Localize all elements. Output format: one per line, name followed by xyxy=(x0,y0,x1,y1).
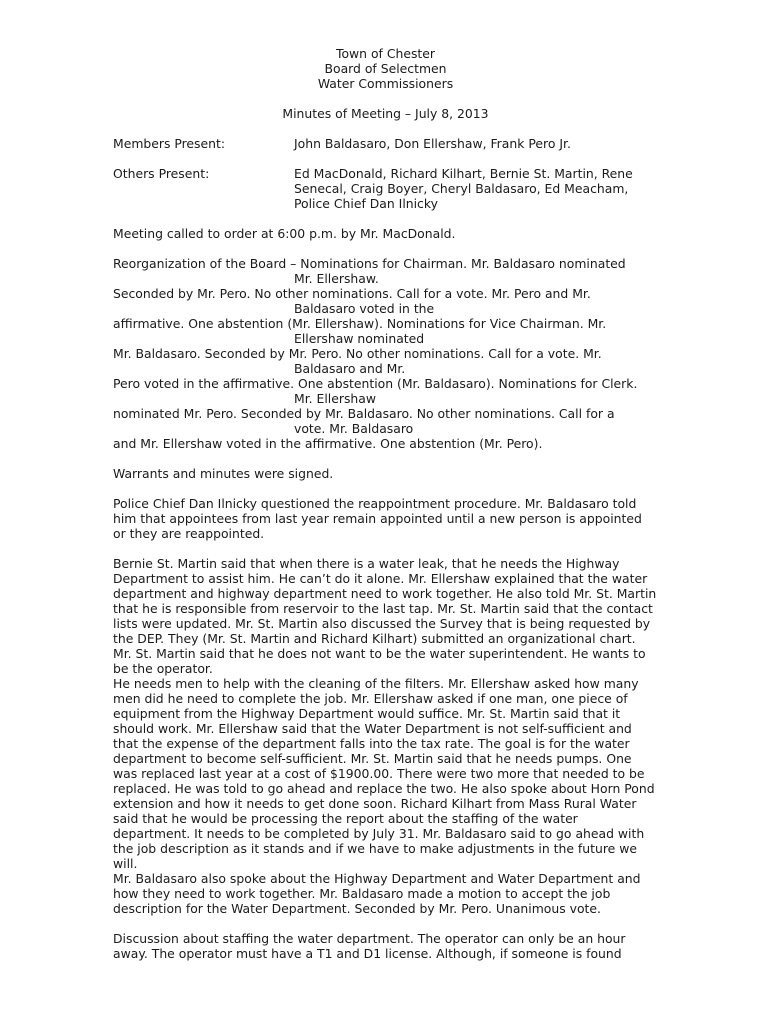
reorg-line-cont: Baldasaro and Mr. xyxy=(294,361,406,376)
reorg-line-cont: vote. Mr. Baldasaro xyxy=(294,421,414,436)
document-page xyxy=(113,46,658,961)
members-present-label: Members Present: xyxy=(113,136,226,151)
meeting-title: Minutes of Meeting – July 8, 2013 xyxy=(282,106,489,121)
job-description-paragraph: Mr. Baldasaro also spoke about the Highway Department and Water Department and how they need to work together. Mr. Baldasaro made a motion to accept the job description for the Water Department. Seconded by Mr. Pero. Unanimous vote. xyxy=(113,871,641,916)
water-leak-paragraph: Bernie St. Martin said that when there is a water leak, that he needs the Highway Department to assist him. He can’t do it alone. Mr. Ellershaw explained that the water department and highway department need to work together. He also told Mr. St. Martin that he is responsible from reservoir to the last tap. Mr. St. Martin said that the contact lists were updated. Mr. St. Martin also discussed the Survey that is being requested by the DEP. They (Mr. St. Martin and Richard Kilhart) submitted an organizational chart. Mr. St. Martin said that he does not want to be the water superintendent. He wants to be the operator. xyxy=(113,556,657,676)
reorg-line: affirmative. One abstention (Mr. Ellershaw). Nominations for Vice Chairman. Mr. xyxy=(113,316,607,331)
reorg-line: nominated Mr. Pero. Seconded by Mr. Baldasaro. No other nominations. Call for a xyxy=(113,406,615,421)
filters-paragraph: He needs men to help with the cleaning of the filters. Mr. Ellershaw asked how many men did he need to complete the job. Mr. Ellershaw asked if one man, one piece of equipment from the Highway Department would suffice. Mr. St. Martin said that it should work. Mr. Ellershaw said that the Water Department is not self-sufficient and that the expense of the department falls into the tax rate. The goal is for the water department to become self-sufficient. Mr. St. Martin said that he needs pumps. One was replaced last year at a cost of $1900.00. There were two more that needed to be replaced. He was told to go ahead and replace the two. He also spoke about Horn Pond extension and how it needs to get done soon. Richard Kilhart from Mass Rural Water said that he would be processing the report about the staffing of the water department. It needs to be completed by July 31. Mr. Baldasaro said to go ahead with the job description as it stands and if we have to make adjustments in the future we will. xyxy=(113,676,655,871)
reorg-line-cont: Baldasaro voted in the xyxy=(294,301,435,316)
others-present-row xyxy=(113,166,658,211)
reorg-line-cont: Mr. Ellershaw. xyxy=(294,271,379,286)
reorg-line-cont: Ellershaw nominated xyxy=(294,331,425,346)
commission-name: Water Commissioners xyxy=(317,76,454,91)
others-present-label: Others Present: xyxy=(113,166,210,181)
reorg-line-cont: Mr. Ellershaw xyxy=(294,391,376,406)
reorg-line: Mr. Baldasaro. Seconded by Mr. Pero. No other nominations. Call for a vote. Mr. xyxy=(113,346,602,361)
reorg-line: Seconded by Mr. Pero. No other nominations. Call for a vote. Mr. Pero and Mr. xyxy=(113,286,591,301)
members-present-value: John Baldasaro, Don Ellershaw, Frank Pero Jr. xyxy=(294,136,571,151)
call-to-order: Meeting called to order at 6:00 p.m. by Mr. MacDonald. xyxy=(113,226,456,241)
reorganization-paragraph xyxy=(113,256,658,451)
town-name: Town of Chester xyxy=(335,46,435,61)
board-name: Board of Selectmen xyxy=(324,61,447,76)
reorg-line: and Mr. Ellershaw voted in the affirmative. One abstention (Mr. Pero). xyxy=(113,436,543,451)
document-header xyxy=(113,46,658,91)
reorg-line: Pero voted in the affirmative. One abstention (Mr. Baldasaro). Nominations for Clerk. xyxy=(113,376,638,391)
police-chief-paragraph: Police Chief Dan Ilnicky questioned the reappointment procedure. Mr. Baldasaro told him that appointees from last year remain appointed until a new person is appointed or they are reappointed. xyxy=(113,496,642,541)
warrants-paragraph: Warrants and minutes were signed. xyxy=(113,466,334,481)
reorg-line: Reorganization of the Board – Nominations for Chairman. Mr. Baldasaro nominated xyxy=(113,256,626,271)
members-present-row xyxy=(113,136,658,151)
staffing-paragraph: Discussion about staffing the water department. The operator can only be an hour away. The operator must have a T1 and D1 license. Although, if someone is found xyxy=(113,931,626,961)
others-present-value: Ed MacDonald, Richard Kilhart, Bernie St. Martin, Rene Senecal, Craig Boyer, Cheryl Baldasaro, Ed Meacham, Police Chief Dan Ilnicky xyxy=(294,166,633,211)
